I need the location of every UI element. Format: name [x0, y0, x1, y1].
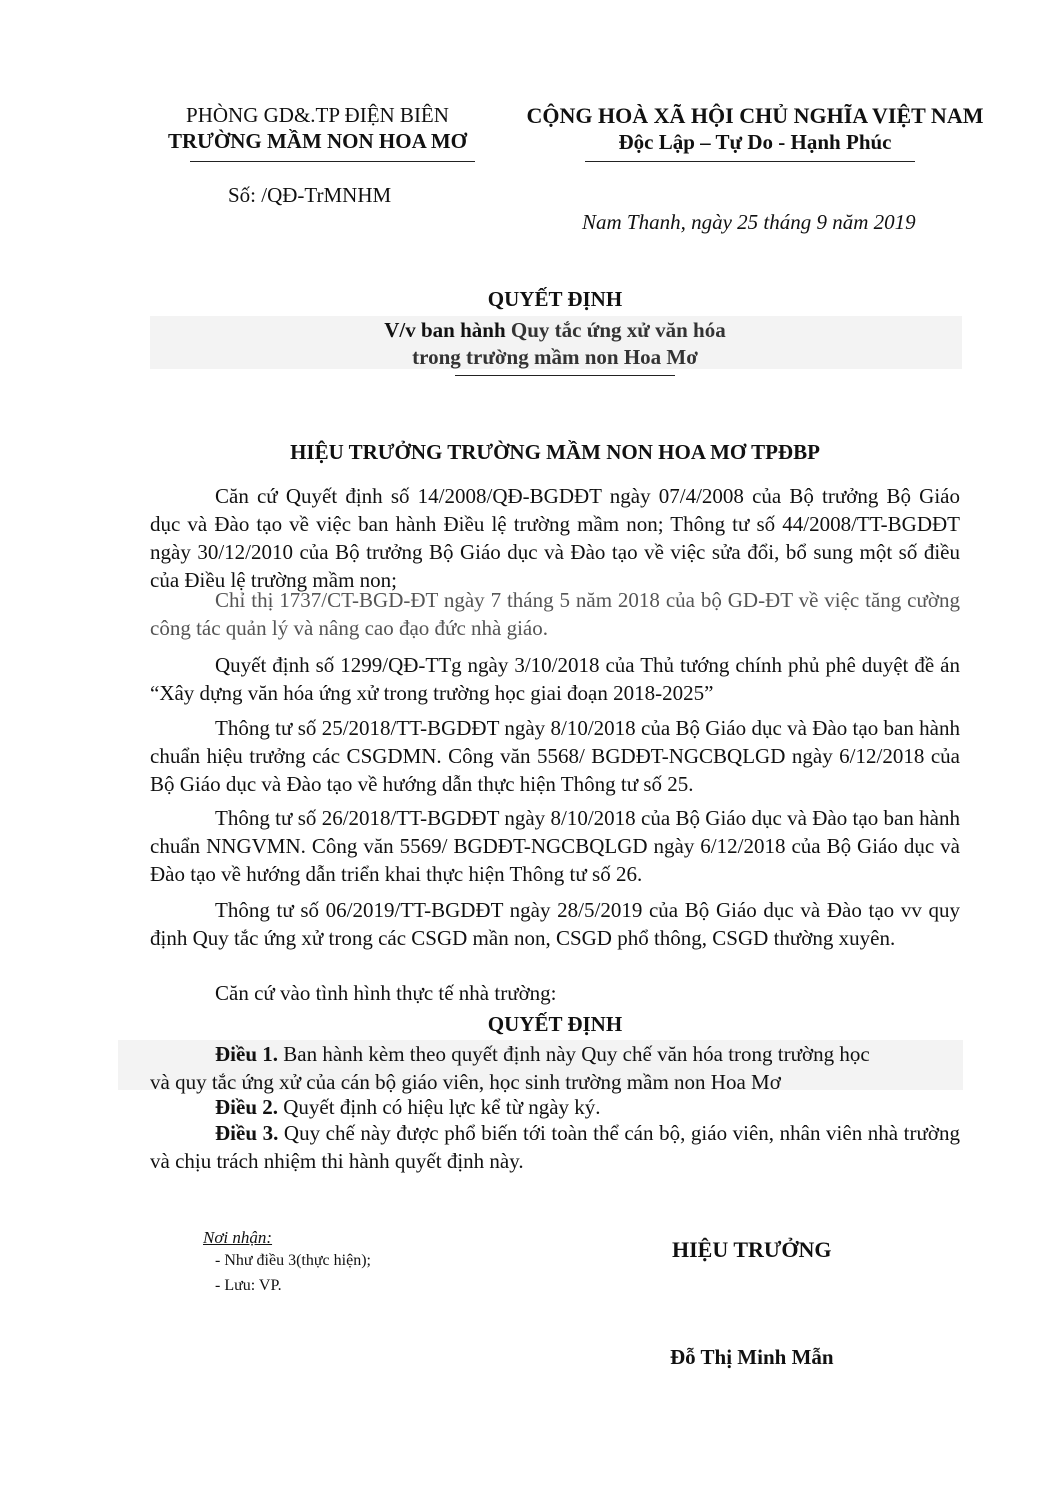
- basis-paragraph-2: Chỉ thị 1737/CT-BGD-ĐT ngày 7 tháng 5 năm 2018 của bộ GD-ĐT về việc tăng cường công tác quản lý và nâng cao đạo đức nhà giáo.: [150, 588, 960, 640]
- document-title: QUYẾT ĐỊNH: [487, 287, 623, 311]
- recipients-heading: Nơi nhận:: [203, 1228, 273, 1247]
- article-3-text: Quy chế này được phổ biến tới toàn thể cán bộ, giáo viên, nhân viên nhà trường và chịu trách nhiệm thi hành quyết định này.: [150, 1121, 960, 1173]
- basis-paragraph-5: Thông tư số 26/2018/TT-BGDĐT ngày 8/10/2018 của Bộ Giáo dục và Đào tạo ban hành chuẩn NNGVMN. Công văn 5569/ BGDĐT-NGCBQLGD ngày 6/12/2018 của Bộ Giáo dục và Đào tạo về hướng dẫn triển khai thực hiện Thông tư số 26.: [150, 806, 960, 886]
- article-1: [150, 1040, 960, 1096]
- subject-rule: [455, 375, 675, 376]
- basis-paragraph-7: Căn cứ vào tình hình thực tế nhà trường:: [215, 981, 557, 1005]
- signature-title: HIỆU TRƯỞNG: [672, 1237, 832, 1262]
- article-2: [150, 1093, 960, 1121]
- recipient-item-2: - Lưu: VP.: [215, 1277, 282, 1294]
- agency-name: PHÒNG GD&.TP ĐIỆN BIÊN: [186, 103, 449, 127]
- subject-line-1: [150, 318, 960, 343]
- article-1-text-2: và quy tắc ứng xử của cán bộ giáo viên, học sinh trường mầm non Hoa Mơ: [150, 1070, 781, 1094]
- basis-paragraph-4: Thông tư số 25/2018/TT-BGDĐT ngày 8/10/2018 của Bộ Giáo dục và Đào tạo ban hành chuẩn hiệu trưởng các CSGDMN. Công văn 5568/ BGDĐT-NGCBQLGD ngày 6/12/2018 của Bộ Giáo dục và Đào tạo về hướng dẫn thực hiện Thông tư số 25.: [150, 716, 960, 796]
- school-name: TRƯỜNG MẦM NON HOA MƠ: [167, 129, 468, 153]
- basis-paragraph-3: Quyết định số 1299/QĐ-TTg ngày 3/10/2018 của Thủ tướng chính phủ phê duyệt đề án “Xây dựng văn hóa ứng xử trong trường học giai đoạn 2018-2025”: [150, 653, 960, 705]
- national-title: CỘNG HOÀ XÃ HỘI CHỦ NGHĨA VIỆT NAM: [526, 103, 984, 128]
- article-2-label: Điều 2.: [215, 1095, 278, 1119]
- document-number: Số: /QĐ-TrMNHM: [228, 183, 392, 207]
- recipient-item-1: - Như điều 3(thực hiện);: [215, 1252, 371, 1269]
- article-3-label: Điều 3.: [215, 1121, 279, 1145]
- national-motto: Độc Lập – Tự Do - Hạnh Phúc: [618, 130, 892, 154]
- basis-paragraph-6: Thông tư số 06/2019/TT-BGDĐT ngày 28/5/2019 của Bộ Giáo dục và Đào tạo vv quy định Quy tắc ứng xử trong các CSGD mần non, CSGD phổ thông, CSGD thường xuyên.: [150, 898, 960, 950]
- header-left-rule: [190, 161, 475, 162]
- subject-prefix: V/v ban hành: [384, 318, 506, 342]
- place-date: Nam Thanh, ngày 25 tháng 9 năm 2019: [582, 210, 916, 234]
- article-1-text-1: Ban hành kèm theo quyết định này Quy chế văn hóa trong trường học: [278, 1042, 870, 1066]
- article-2-text: Quyết định có hiệu lực kể từ ngày ký.: [278, 1095, 601, 1119]
- article-3: [150, 1119, 960, 1175]
- article-1-label: Điều 1.: [215, 1042, 278, 1066]
- decision-heading: QUYẾT ĐỊNH: [487, 1012, 623, 1036]
- subject-rest: Quy tắc ứng xử văn hóa: [505, 318, 726, 342]
- signatory-name: Đỗ Thị Minh Mẫn: [670, 1345, 834, 1369]
- issuing-authority: HIỆU TRƯỞNG TRƯỜNG MẦM NON HOA MƠ TPĐBP: [290, 440, 820, 464]
- subject-line-2: trong trường mầm non Hoa Mơ: [412, 345, 698, 369]
- article-2-line: [150, 1093, 960, 1121]
- header-right-rule: [585, 161, 915, 162]
- basis-paragraph-1: Căn cứ Quyết định số 14/2008/QĐ-BGDĐT ngày 07/4/2008 của Bộ trưởng Bộ Giáo dục và Đào tạo về việc ban hành Điều lệ trường mầm non; Thông tư số 44/2008/TT-BGDĐT ngày 30/12/2010 của Bộ trưởng Bộ Giáo dục và Đào tạo về việc sửa đổi, bổ sung một số điều của Điều lệ trường mầm non;: [150, 484, 960, 592]
- article-1-line-1: [150, 1040, 960, 1068]
